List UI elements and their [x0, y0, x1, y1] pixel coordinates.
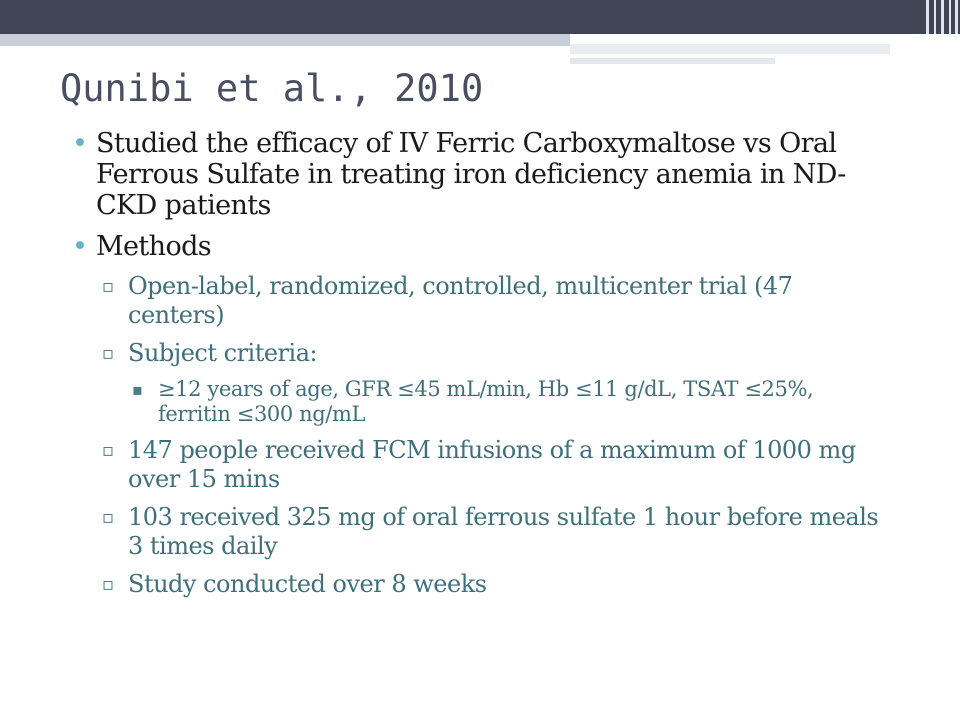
- sub-bullet-marker: ▫: [102, 574, 114, 595]
- sub-bullet-duration: [102, 570, 892, 599]
- sub-bullet-text: Open-label, randomized, controlled, multicenter trial (47 centers): [128, 272, 793, 329]
- slide-title: Qunibi et al., 2010: [60, 67, 484, 110]
- sub-bullet-marker: ▫: [102, 343, 114, 364]
- header-band-line: [570, 58, 775, 64]
- header-stripe: [926, 0, 929, 34]
- header-stripe: [941, 0, 944, 34]
- sub-bullet-criteria: [102, 339, 892, 368]
- sub-bullet-text: Study conducted over 8 weeks: [128, 570, 487, 598]
- header-bar: [0, 0, 960, 34]
- sub-bullet-text: 103 received 325 mg of oral ferrous sulfate 1 hour before meals 3 times daily: [128, 503, 879, 560]
- sub-sub-bullet-criteria-detail: [132, 377, 892, 427]
- sub-sub-bullet-marker: ▪: [132, 380, 143, 399]
- sub-sub-bullet-text: ≥12 years of age, GFR ≤45 mL/min, Hb ≤11 g/dL, TSAT ≤25%, ferritin ≤300 ng/mL: [158, 377, 814, 426]
- bullet-text: Methods: [96, 231, 212, 262]
- bullet-methods: [72, 231, 892, 262]
- sub-bullet-marker: ▫: [102, 440, 114, 461]
- bullet-marker: •: [72, 128, 88, 159]
- bullet-marker: •: [72, 231, 88, 262]
- sub-bullet-oral-group: [102, 503, 892, 561]
- header-band: [0, 34, 570, 46]
- sub-bullet-design: [102, 272, 892, 330]
- bullet-text: Studied the efficacy of IV Ferric Carboxymaltose vs Oral Ferrous Sulfate in treating iron deficiency anemia in ND-CKD patients: [96, 128, 846, 221]
- sub-bullet-fcm-group: [102, 436, 892, 494]
- sub-bullet-text: Subject criteria:: [128, 339, 318, 367]
- header-stripe: [955, 0, 958, 34]
- header-stripe: [949, 0, 951, 34]
- sub-bullet-text: 147 people received FCM infusions of a maximum of 1000 mg over 15 mins: [128, 436, 856, 493]
- header-band-light: [570, 42, 890, 54]
- header-stripe: [934, 0, 936, 34]
- sub-bullet-marker: ▫: [102, 276, 114, 297]
- slide-body: [72, 128, 892, 608]
- bullet-study-aim: [72, 128, 892, 221]
- sub-bullet-marker: ▫: [102, 507, 114, 528]
